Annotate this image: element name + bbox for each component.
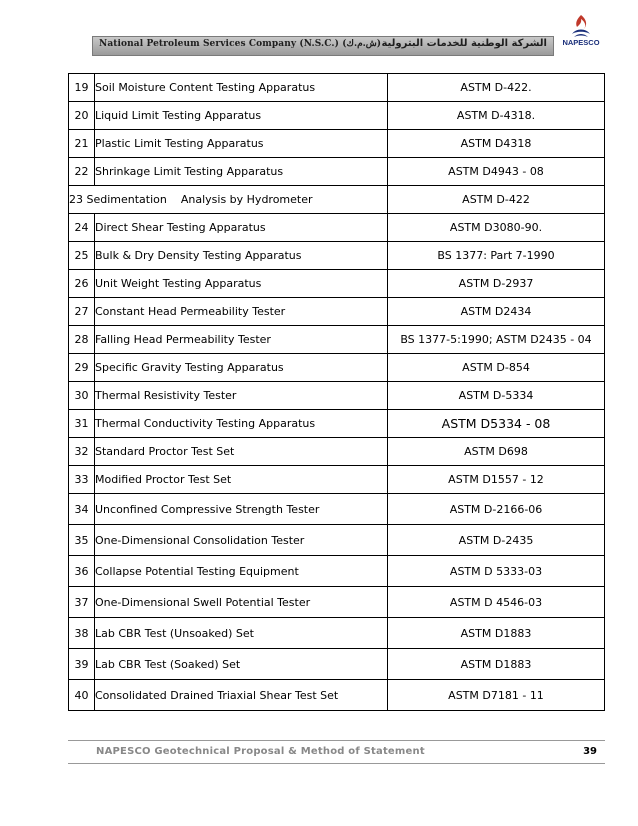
test-standard: ASTM D-2937: [388, 270, 605, 298]
company-name-arabic: الشركة الوطنية للخدمات البترولية: [381, 38, 547, 49]
table-row: [69, 649, 605, 680]
table-row: [69, 298, 605, 326]
page-footer: [68, 740, 605, 764]
test-standard: ASTM D4318: [388, 130, 605, 158]
row-number: 22: [69, 158, 95, 186]
test-standard: ASTM D-4318.: [388, 102, 605, 130]
equipment-name: Bulk & Dry Density Testing Apparatus: [95, 242, 388, 270]
row-number: 26: [69, 270, 95, 298]
row-number: 23: [69, 193, 83, 206]
table-row: [69, 242, 605, 270]
table-row: [69, 74, 605, 102]
table-row: [69, 587, 605, 618]
row-number: 37: [69, 587, 95, 618]
header-banner: [92, 36, 554, 56]
row-number: 39: [69, 649, 95, 680]
table-row: [69, 494, 605, 525]
row-number: 40: [69, 680, 95, 711]
table-row: [69, 158, 605, 186]
row-number: 21: [69, 130, 95, 158]
test-standard: ASTM D7181 - 11: [388, 680, 605, 711]
table-row: [69, 130, 605, 158]
row-number: 24: [69, 214, 95, 242]
equipment-name: Soil Moisture Content Testing Apparatus: [95, 74, 388, 102]
row-number: 19: [69, 74, 95, 102]
test-standard: ASTM D 5333-03: [388, 556, 605, 587]
test-standard: ASTM D4943 - 08: [388, 158, 605, 186]
table-row: [69, 214, 605, 242]
table-row: [69, 438, 605, 466]
test-standard: BS 1377-5:1990; ASTM D2435 - 04: [388, 326, 605, 354]
row-number: 25: [69, 242, 95, 270]
equipment-name: Direct Shear Testing Apparatus: [95, 214, 388, 242]
test-standard: ASTM D5334 - 08: [388, 410, 605, 438]
logo-text: NAPESCO: [562, 38, 600, 47]
equipment-name: Falling Head Permeability Tester: [95, 326, 388, 354]
row-number: 35: [69, 525, 95, 556]
test-standard: ASTM D1883: [388, 618, 605, 649]
row-number: 33: [69, 466, 95, 494]
equipment-name: Consolidated Drained Triaxial Shear Test Set: [95, 680, 388, 711]
equipment-name: Thermal Conductivity Testing Apparatus: [95, 410, 388, 438]
test-standard: ASTM D1557 - 12: [388, 466, 605, 494]
flame-icon: [568, 14, 594, 38]
test-standard: ASTM D-2166-06: [388, 494, 605, 525]
equipment-name: Thermal Resistivity Tester: [95, 382, 388, 410]
equipment-table: [68, 73, 605, 711]
equipment-name: Shrinkage Limit Testing Apparatus: [95, 158, 388, 186]
table-row: [69, 382, 605, 410]
test-standard: ASTM D-422: [388, 186, 605, 214]
table-row: [69, 354, 605, 382]
equipment-name: Standard Proctor Test Set: [95, 438, 388, 466]
equipment-name: One-Dimensional Consolidation Tester: [95, 525, 388, 556]
company-name-english: National Petroleum Services Company (N.S.C.) (ش.م.ك): [99, 39, 382, 49]
table-row: [69, 556, 605, 587]
equipment-name: Collapse Potential Testing Equipment: [95, 556, 388, 587]
table-row: [69, 680, 605, 711]
test-standard: ASTM D-854: [388, 354, 605, 382]
table-row: [69, 270, 605, 298]
equipment-name: Plastic Limit Testing Apparatus: [95, 130, 388, 158]
equipment-name: Sedimentation Analysis by Hydrometer: [86, 193, 313, 206]
row-merged-cell: [69, 186, 388, 214]
table-row: [69, 466, 605, 494]
table-row: [69, 186, 605, 214]
row-number: 27: [69, 298, 95, 326]
test-standard: ASTM D-422.: [388, 74, 605, 102]
test-standard: ASTM D-5334: [388, 382, 605, 410]
footer-text: NAPESCO Geotechnical Proposal & Method of Statement: [96, 746, 425, 757]
table-row: [69, 525, 605, 556]
equipment-name: Constant Head Permeability Tester: [95, 298, 388, 326]
test-standard: ASTM D1883: [388, 649, 605, 680]
equipment-name: Modified Proctor Test Set: [95, 466, 388, 494]
table-row: [69, 102, 605, 130]
row-number: 34: [69, 494, 95, 525]
equipment-name: Unconfined Compressive Strength Tester: [95, 494, 388, 525]
test-standard: ASTM D3080-90.: [388, 214, 605, 242]
test-standard: BS 1377: Part 7-1990: [388, 242, 605, 270]
equipment-name: Lab CBR Test (Soaked) Set: [95, 649, 388, 680]
equipment-name: Specific Gravity Testing Apparatus: [95, 354, 388, 382]
napesco-logo: [558, 14, 604, 54]
test-standard: ASTM D698: [388, 438, 605, 466]
row-number: 38: [69, 618, 95, 649]
row-number: 28: [69, 326, 95, 354]
row-number: 29: [69, 354, 95, 382]
equipment-name: Lab CBR Test (Unsoaked) Set: [95, 618, 388, 649]
row-number: 36: [69, 556, 95, 587]
row-number: 30: [69, 382, 95, 410]
equipment-name: Unit Weight Testing Apparatus: [95, 270, 388, 298]
table-row: [69, 618, 605, 649]
row-number: 31: [69, 410, 95, 438]
test-standard: ASTM D 4546-03: [388, 587, 605, 618]
table-row: [69, 326, 605, 354]
test-standard: ASTM D-2435: [388, 525, 605, 556]
page-number: 39: [583, 746, 597, 757]
table-row: [69, 410, 605, 438]
row-number: 32: [69, 438, 95, 466]
row-number: 20: [69, 102, 95, 130]
equipment-name: Liquid Limit Testing Apparatus: [95, 102, 388, 130]
test-standard: ASTM D2434: [388, 298, 605, 326]
equipment-name: One-Dimensional Swell Potential Tester: [95, 587, 388, 618]
